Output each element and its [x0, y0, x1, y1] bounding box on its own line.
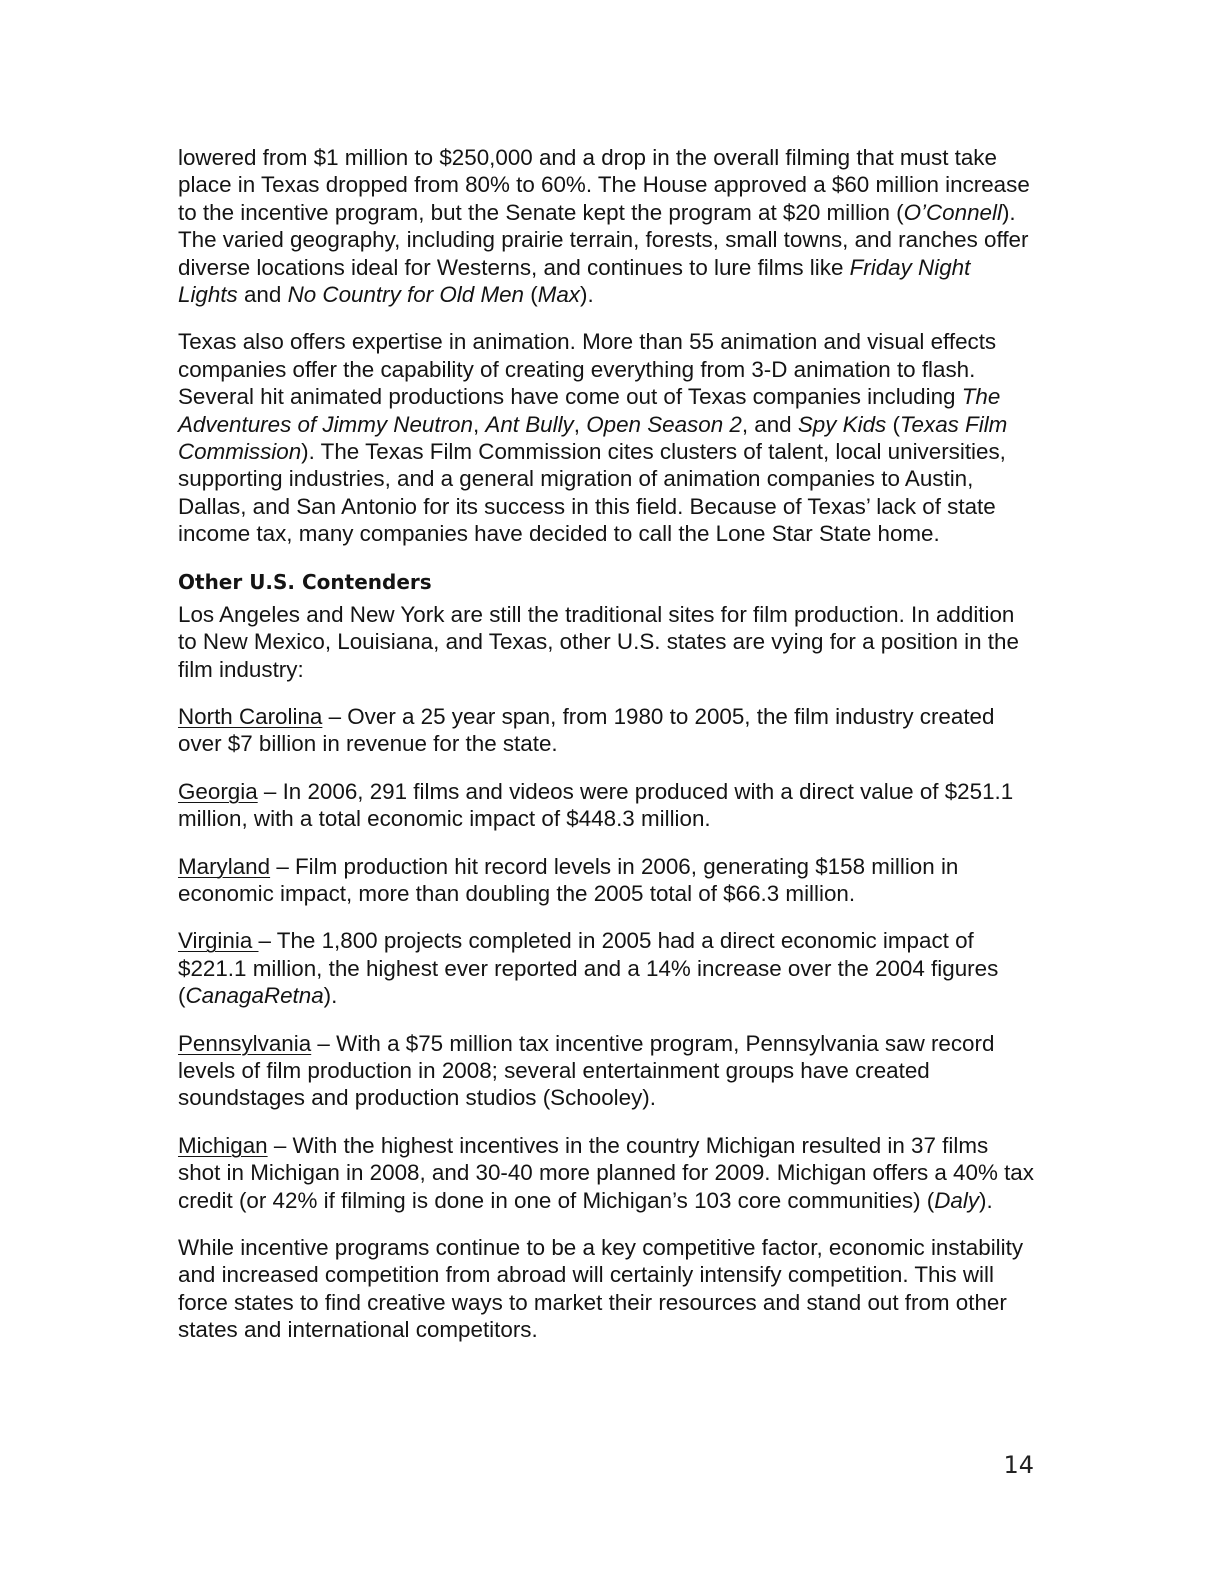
film-title: No Country for Old Men [287, 282, 524, 308]
page-number: 14 [1003, 1451, 1034, 1479]
paragraph-texas-animation [178, 328, 1036, 547]
citation: Texas Film Commission [178, 411, 1008, 465]
state-entry-maryland [178, 853, 1036, 908]
citation: Daly [934, 1187, 980, 1213]
citation: CanagaRetna [185, 983, 324, 1009]
text-run: , [573, 411, 587, 437]
text-run: ( [886, 411, 900, 437]
state-entry-virginia [178, 927, 1036, 1009]
film-title: Spy Kids [797, 411, 887, 437]
text-run: , and [741, 411, 798, 437]
state-entry-georgia [178, 778, 1036, 833]
state-description: – Film production hit record levels in 2006, generating $158 million in economic impact, more than doubling the 2005 total of $66.3 million. [178, 853, 959, 906]
state-name: Maryland [178, 853, 271, 879]
state-description: – Over a 25 year span, from 1980 to 2005, the film industry created over $7 billion in revenue for the state. [178, 703, 995, 757]
text-run: and [237, 282, 288, 308]
paragraph-closing: While incentive programs continue to be a key competitive factor, economic instability and increased competition from abroad will certainly intensify competition. This will force states to find creative ways to market their resources and stand out from other states and international competitors. [178, 1235, 1024, 1343]
state-description: – In 2006, 291 films and videos were produced with a direct value of $251.1 million, with a total economic impact of $448.3 million. [178, 778, 1014, 832]
paragraph-texas-incentives [178, 144, 1036, 308]
document-body [178, 144, 1036, 1364]
section-heading: Other U.S. Contenders [178, 569, 432, 594]
state-entry-michigan [178, 1132, 1036, 1214]
text-run: , [472, 411, 486, 437]
state-name: Georgia [178, 778, 258, 804]
film-title: Ant Bully [485, 411, 574, 437]
film-title: Open Season 2 [586, 411, 742, 437]
citation: O’Connell [903, 199, 1002, 225]
state-description: – With the highest incentives in the country Michigan resulted in 37 films shot in Michigan in 2008, and 30-40 more planned for 2009. Michigan offers a 40% tax credit (or 42% if filming is done in one of Michigan’s 103 core communities) ( [178, 1132, 1034, 1213]
film-title: The Adventures of Jimmy Neutron [178, 384, 1001, 437]
state-entry-pennsylvania [178, 1030, 1036, 1112]
state-name: Virginia [178, 928, 259, 954]
text-run: ). The Texas Film Commission cites clusters of talent, local universities, supporting industries, and a general migration of animation companies to Austin, Dallas, and San Antonio for its success in this field. Because of Texas’ lack of state income tax, many companies have decided to call the Lone Star State home. [178, 439, 1006, 547]
text-run: lowered from $1 million to $250,000 and a drop in the overall filming that must take place in Texas dropped from 80% to 60%. The House approved a $60 million increase to the incentive program, but the Senate kept the program at $20 million ( [178, 145, 1030, 225]
paragraph-intro: Los Angeles and New York are still the traditional sites for film production. In addition to New Mexico, Louisiana, and Texas, other U.S. states are vying for a position in the film industry: [178, 601, 1019, 682]
text-run: ). [979, 1187, 993, 1213]
citation: Max [537, 282, 580, 308]
state-name: Michigan [178, 1132, 268, 1158]
text-run: ( [524, 282, 538, 308]
text-run: ). The varied geography, including prairie terrain, forests, small towns, and ranches offer diverse locations ideal for Westerns, and continues to lure films like [178, 199, 1029, 280]
state-description: – With a $75 million tax incentive program, Pennsylvania saw record levels of film production in 2008; several entertainment groups have created soundstages and production studios (Schooley). [178, 1030, 995, 1111]
state-entry-north-carolina [178, 703, 1036, 758]
text-run: ). [323, 983, 338, 1009]
state-name: North Carolina [178, 703, 323, 729]
text-run: Texas also offers expertise in animation. More than 55 animation and visual effects companies offer the capability of creating everything from 3-D animation to flash. Several hit animated productions have come out of Texas companies including [178, 329, 997, 410]
text-run: ). [580, 282, 594, 308]
state-description: – The 1,800 projects completed in 2005 had a direct economic impact of $221.1 million, the highest ever reported and a 14% increase over the 2004 figures ( [178, 928, 999, 1009]
state-name: Pennsylvania [178, 1030, 312, 1056]
film-title: Friday Night Lights [178, 254, 971, 308]
